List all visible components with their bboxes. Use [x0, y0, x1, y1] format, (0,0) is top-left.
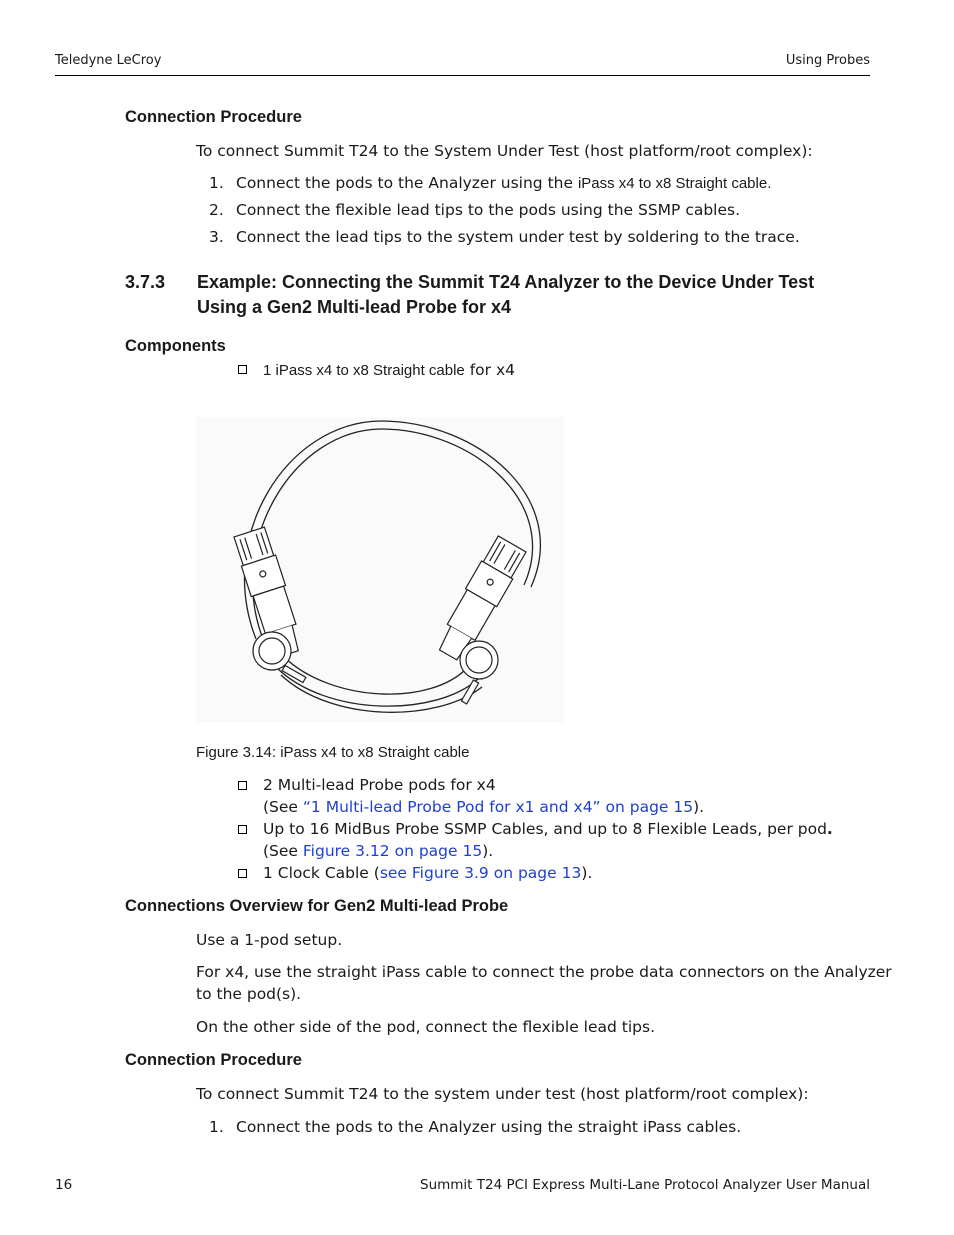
overview-heading: Connections Overview for Gen2 Multi-lead Probe	[125, 897, 509, 915]
checkbox-bullet-icon	[238, 869, 247, 878]
header-right: Using Probes	[785, 53, 870, 68]
checkbox-bullet-icon	[238, 781, 247, 790]
checkbox-bullet-icon	[238, 365, 247, 374]
page-number: 16	[55, 1177, 73, 1193]
connection-procedure-heading-2: Connection Procedure	[125, 1051, 302, 1069]
overview-p2-line2: to the pod(s).	[196, 985, 302, 1003]
checkbox-bullet-icon	[238, 825, 247, 834]
figure-3-12-link[interactable]: Figure 3.12 on page 15	[302, 842, 483, 860]
section1-intro: To connect Summit T24 to the System Under Test (host platform/root complex):	[196, 142, 813, 160]
figure-3-9-link[interactable]: see Figure 3.9 on page 13	[379, 864, 582, 882]
section2-intro: To connect Summit T24 to the system under test (host platform/root complex):	[196, 1085, 809, 1103]
overview-p2-line1: For x4, use the straight iPass cable to connect the probe data connectors on the Analyzer	[196, 963, 892, 981]
section-title-line2: Using a Gen2 Multi-lead Probe for x4	[197, 297, 512, 317]
header-left: Teledyne LeCroy	[55, 53, 162, 68]
component-item-2-ref: (See “1 Multi-lead Probe Pod for x1 and x4” on page 15).	[263, 798, 705, 816]
connection-procedure-heading: Connection Procedure	[125, 108, 302, 126]
ipass-cable-figure	[196, 417, 566, 725]
overview-p1: Use a 1-pod setup.	[196, 931, 343, 949]
pod-reference-link[interactable]: “1 Multi-lead Probe Pod for x1 and x4” on page 15	[302, 798, 694, 816]
section-number: 3.7.3	[125, 272, 166, 292]
components-heading: Components	[125, 337, 226, 355]
component-item-3-ref: (See Figure 3.12 on page 15).	[263, 842, 494, 860]
overview-p3: On the other side of the pod, connect the flexible lead tips.	[196, 1018, 655, 1036]
header-rule	[55, 75, 870, 76]
footer-title: Summit T24 PCI Express Multi-Lane Protocol Analyzer User Manual	[420, 1177, 870, 1193]
figure-caption: Figure 3.14: iPass x4 to x8 Straight cable	[196, 744, 470, 761]
section-title-line1: Example: Connecting the Summit T24 Analyzer to the Device Under Test	[197, 272, 815, 292]
